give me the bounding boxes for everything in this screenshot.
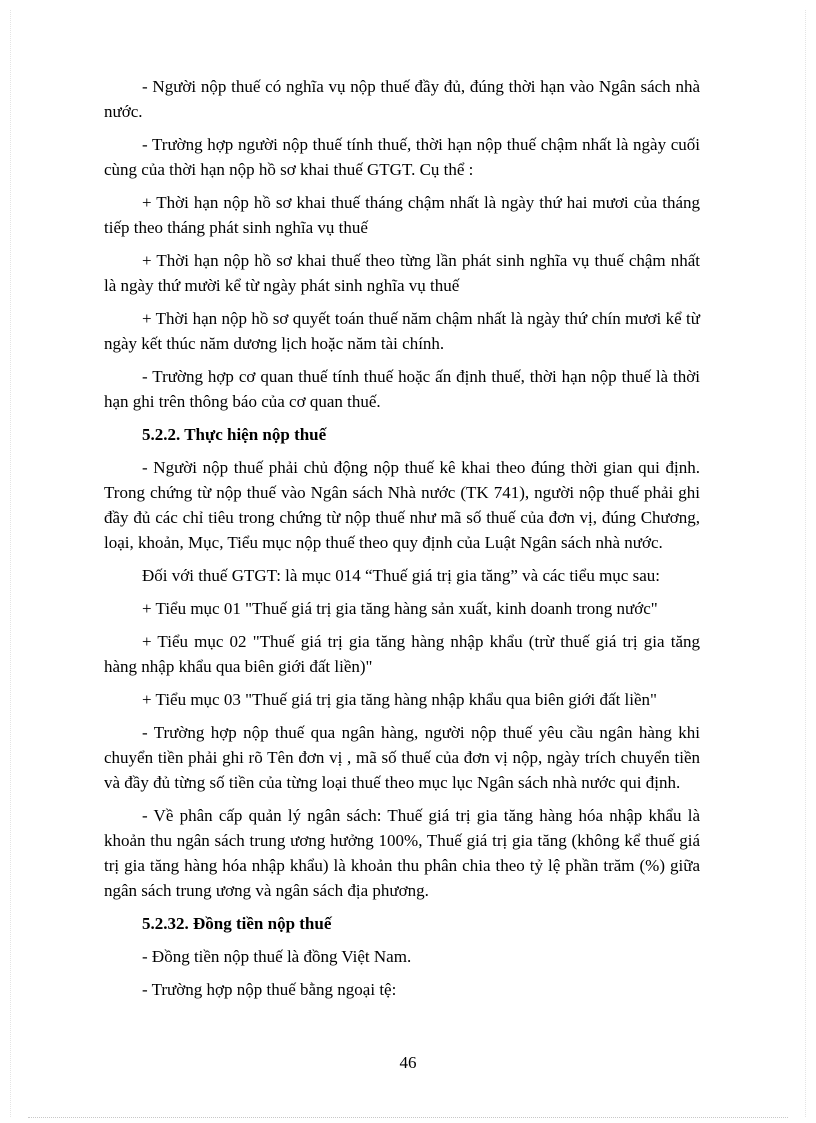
paragraph: - Người nộp thuế phải chủ động nộp thuế kê khai theo đúng thời gian qui định. Trong chứng từ nộp thuế vào Ngân sách Nhà nước (TK 741), người nộp thuế phải ghi đầy đủ các chỉ tiêu trong chứng từ nộp thuế như mã số thuế của đơn vị, đúng Chương, loại, khoản, Mục, Tiểu mục nộp thuế theo quy định của Luật Ngân sách nhà nước. — [104, 458, 700, 552]
paragraph: - Đồng tiền nộp thuế là đồng Việt Nam. — [142, 947, 412, 966]
page-content — [104, 74, 700, 1010]
page-border-left — [10, 10, 11, 1117]
paragraph: Đối với thuế GTGT: là mục 014 “Thuế giá trị gia tăng” và các tiểu mục sau: — [142, 566, 660, 585]
page-border-bottom — [28, 1117, 788, 1118]
paragraph: + Tiểu mục 02 "Thuế giá trị gia tăng hàng nhập khẩu (trừ thuế giá trị gia tăng hàng nhập khẩu qua biên giới đất liền)" — [104, 632, 700, 676]
section-heading: 5.2.32. Đồng tiền nộp thuế — [142, 914, 332, 933]
paragraph: + Tiểu mục 01 "Thuế giá trị gia tăng hàng sản xuất, kinh doanh trong nước" — [142, 599, 658, 618]
paragraph: - Trường hợp nộp thuế bằng ngoại tệ: — [142, 980, 397, 999]
paragraph: - Trường hợp cơ quan thuế tính thuế hoặc ấn định thuế, thời hạn nộp thuế là thời hạn ghi trên thông báo của cơ quan thuế. — [104, 367, 700, 411]
page-border-right — [805, 10, 806, 1117]
page-number: 46 — [399, 1053, 417, 1072]
paragraph: + Thời hạn nộp hồ sơ khai thuế theo từng lần phát sinh nghĩa vụ thuế chậm nhất là ngày thứ mười kể từ ngày phát sinh nghĩa vụ thuế — [104, 251, 700, 295]
paragraph: - Trường hợp người nộp thuế tính thuế, thời hạn nộp thuế chậm nhất là ngày cuối cùng của thời hạn nộp hồ sơ khai thuế GTGT. Cụ thể : — [104, 135, 700, 179]
paragraph: + Thời hạn nộp hồ sơ khai thuế tháng chậm nhất là ngày thứ hai mươi của tháng tiếp theo tháng phát sinh nghĩa vụ thuế — [104, 193, 700, 237]
paragraph: - Trường hợp nộp thuế qua ngân hàng, người nộp thuế yêu cầu ngân hàng khi chuyển tiền phải ghi rõ Tên đơn vị , mã số thuế của đơn vị nộp, ngày trích chuyển tiền và đầy đủ từng số tiền của từng loại thuế theo mục lục Ngân sách nhà nước qui định. — [104, 723, 700, 792]
paragraph: - Về phân cấp quản lý ngân sách: Thuế giá trị gia tăng hàng hóa nhập khẩu là khoản thu ngân sách trung ương hưởng 100%, Thuế giá trị gia tăng (không kể thuế giá trị gia tăng hàng hóa nhập khẩu) là khoản thu phân chia theo tỷ lệ phần trăm (%) giữa ngân sách trung ương và ngân sách địa phương. — [104, 806, 700, 900]
paragraph: - Người nộp thuế có nghĩa vụ nộp thuế đầy đủ, đúng thời hạn vào Ngân sách nhà nước. — [104, 77, 700, 121]
paragraph: + Thời hạn nộp hồ sơ quyết toán thuế năm chậm nhất là ngày thứ chín mươi kể từ ngày kết thúc năm dương lịch hoặc năm tài chính. — [104, 309, 700, 353]
section-heading: 5.2.2. Thực hiện nộp thuế — [142, 425, 327, 444]
paragraph: + Tiểu mục 03 "Thuế giá trị gia tăng hàng nhập khẩu qua biên giới đất liền" — [142, 690, 657, 709]
